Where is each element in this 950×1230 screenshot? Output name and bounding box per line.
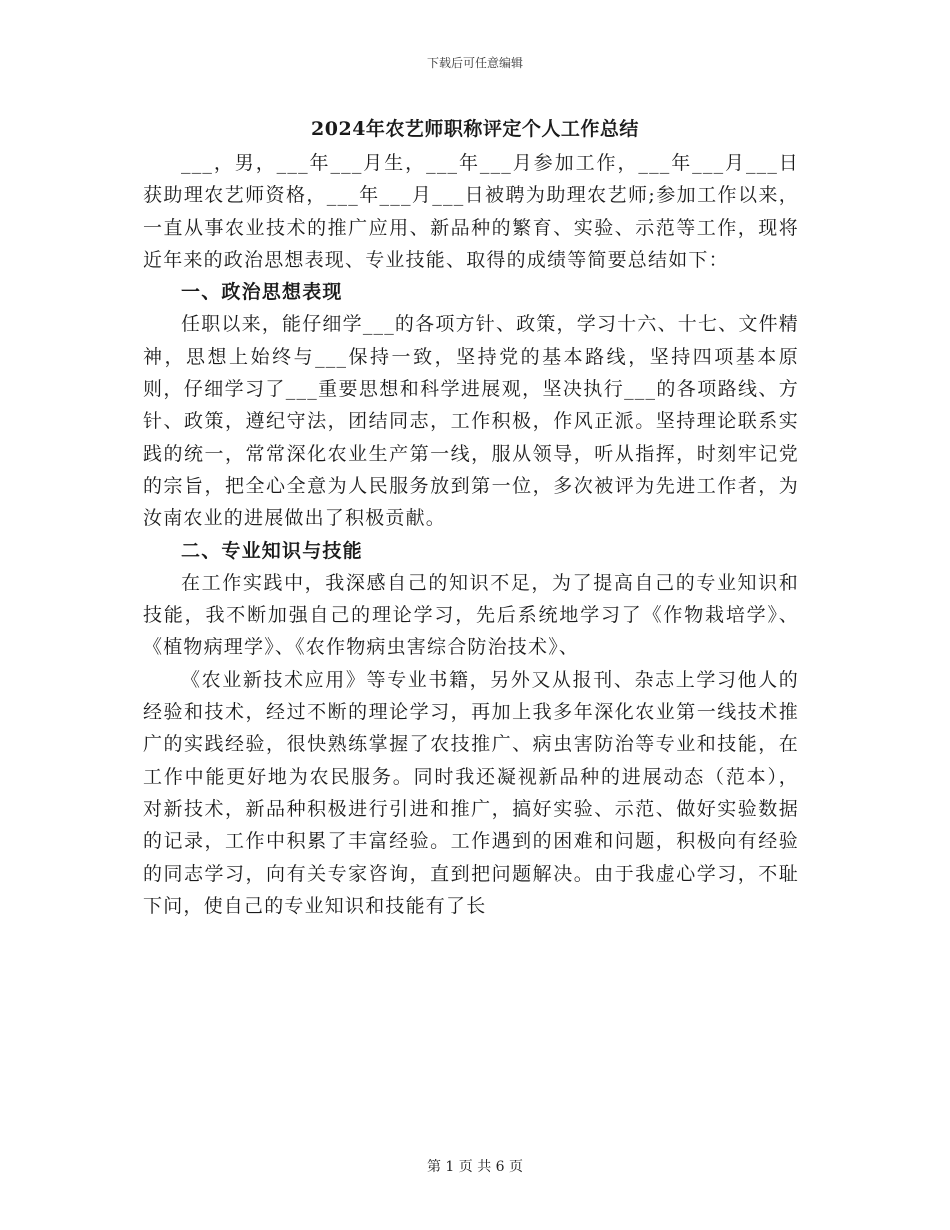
document-title: 2024年农艺师职称评定个人工作总结 bbox=[311, 118, 639, 140]
section-heading-skills: 二、专业知识与技能 bbox=[181, 539, 363, 562]
skills-paragraph-2: 《农业新技术应用》等专业书籍，另外又从报刊、杂志上学习他人的经验和技术，经过不断的理论学习，再加上我多年深化农业第一线技术推广的实践经验，很快熟练掌握了农技推广、病虫害防治等专业和技能，在工作中能更好地为农民服务。同时我还凝视新品种的进展动态（范本），对新技术，新品种积极进行引进和推广，搞好实验、示范、做好实验数据的记录，工作中积累了丰富经验。工作遇到的困难和问题，积极向有经验的同志学习，向有关专家咨询，直到把问题解决。由于我虚心学习，不耻下问，使自己的专业知识和技能有了长 bbox=[143, 668, 799, 917]
page-header-note: 下载后可任意编辑 bbox=[426, 56, 523, 70]
intro-paragraph: ___，男，___年___月生，___年___月参加工作，___年___月___日获助理农艺师资格，___年___月___日被聘为助理农艺师;参加工作以来，一直从事农业技术的推广应用、新品种的繁育、实验、示范等工作，现将近年来的政治思想表现、专业技能、取得的成绩等简要总结如下： bbox=[143, 152, 799, 271]
skills-paragraph-1: 在工作实践中，我深感自己的知识不足，为了提高自己的专业知识和技能，我不断加强自己的理论学习，先后系统地学习了《作物栽培学》、《植物病理学》、《农作物病虫害综合防治技术》、 bbox=[143, 571, 799, 659]
politics-paragraph: 任职以来，能仔细学___的各项方针、政策，学习十六、十七、文件精神，思想上始终与___保持一致，坚持党的基本路线，坚持四项基本原则，仔细学习了___重要思想和科学进展观，坚决执行___的各项路线、方针、政策，遵纪守法，团结同志，工作积极，作风正派。坚持理论联系实践的统一，常常深化农业生产第一线，服从领导，听从指挥，时刻牢记党的宗旨，把全心全意为人民服务放到第一位，多次被评为先进工作者，为汝南农业的进展做出了积极贡献。 bbox=[143, 313, 799, 530]
document-body bbox=[143, 147, 799, 922]
section-heading-politics: 一、政治思想表现 bbox=[181, 281, 343, 304]
page-footer-number: 第 1 页 共 6 页 bbox=[426, 1159, 524, 1175]
